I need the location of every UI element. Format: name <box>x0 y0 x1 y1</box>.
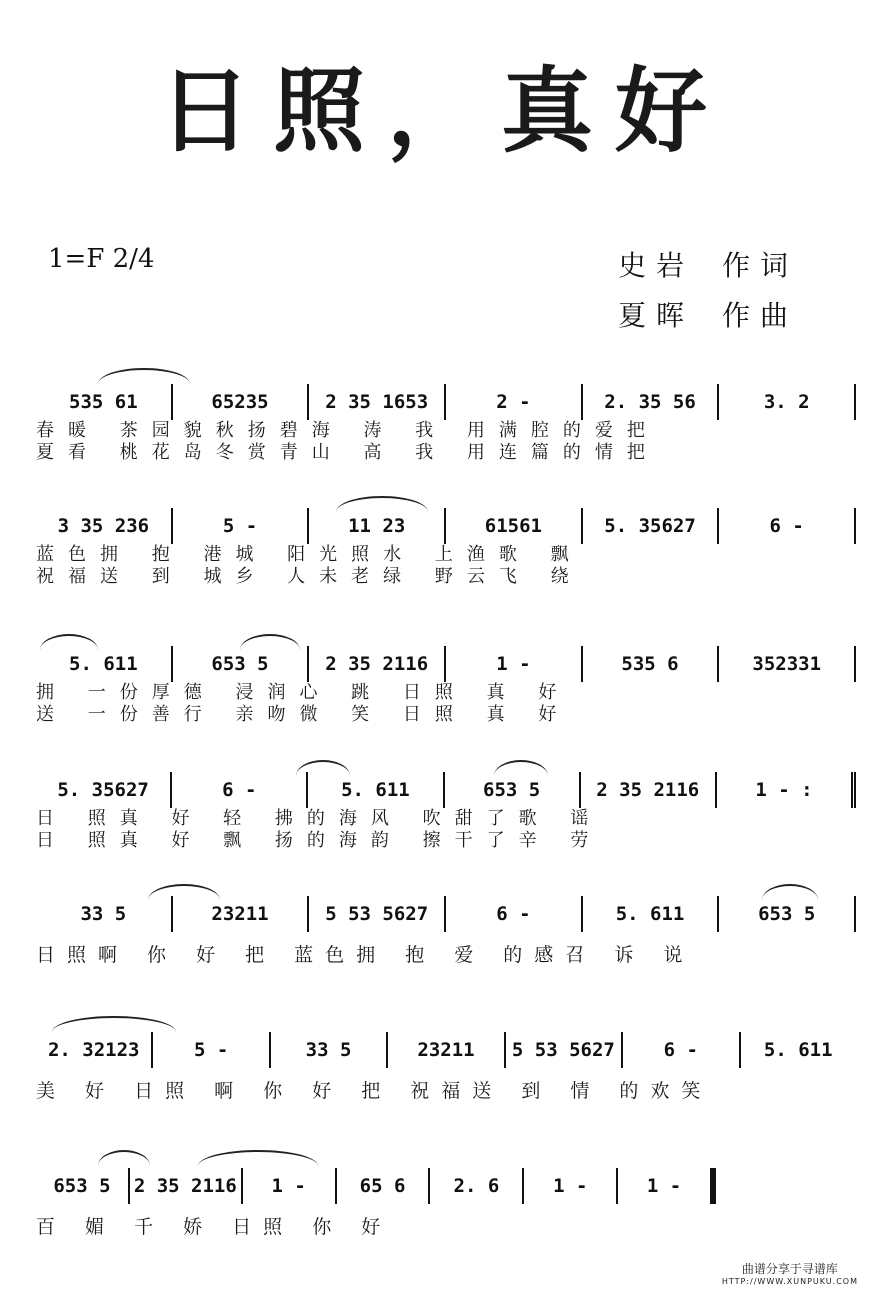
score-system-4 <box>36 772 856 852</box>
measure: 2 35 1653 <box>309 384 446 420</box>
score-system-1 <box>36 384 856 464</box>
lyricist-credit <box>618 244 798 284</box>
measure: 2. 35 56 <box>583 384 720 420</box>
lyric-line: 日 照真 好 飘 扬的海韵 擦干了辛 劳 <box>36 830 603 851</box>
measure: 3 35 236 <box>36 508 173 544</box>
score-system-6 <box>36 1032 856 1102</box>
key-signature: 1=F 2/4 <box>48 244 155 274</box>
slur-mark <box>40 634 98 650</box>
slur-mark <box>336 496 428 512</box>
watermark-site: 曲谱分享于寻谱库 <box>741 1262 838 1276</box>
measure: 23211 <box>388 1032 505 1068</box>
measure: 653 5 <box>36 1168 130 1204</box>
lyric-line: 春暖 茶园貌秋扬碧海 涛 我 用满腔的爱把 <box>36 420 659 441</box>
measure: 1 - <box>524 1168 618 1204</box>
measure: 653 5 <box>719 896 856 932</box>
lyricist-name: 史岩 <box>618 249 695 282</box>
score-system-3 <box>36 646 856 726</box>
measure: 61561 <box>446 508 583 544</box>
slur-mark <box>52 1016 176 1032</box>
measure: 2 35 2116 <box>130 1168 243 1204</box>
measure: 2 35 2116 <box>309 646 446 682</box>
measure: 33 5 <box>271 1032 388 1068</box>
measure: 5. 611 <box>308 772 444 808</box>
measure: 5 - <box>153 1032 270 1068</box>
measure: 5. 35627 <box>583 508 720 544</box>
notation-line <box>36 1168 716 1204</box>
slur-mark <box>98 1150 150 1166</box>
slur-mark <box>148 884 220 900</box>
composer-name: 夏晖 <box>618 299 695 332</box>
measure: 3. 2 <box>719 384 856 420</box>
watermark <box>722 1260 858 1286</box>
slur-mark <box>494 760 548 776</box>
measure: 5 53 5627 <box>309 896 446 932</box>
notation-line <box>36 508 856 544</box>
slur-mark <box>98 368 190 384</box>
final-measure: 1 - <box>618 1168 716 1204</box>
measure: 11 23 <box>309 508 446 544</box>
measure: 5. 35627 <box>36 772 172 808</box>
measure: 1 - <box>446 646 583 682</box>
measure: 2. 32123 <box>36 1032 153 1068</box>
measure: 33 5 <box>36 896 173 932</box>
measure: 5. 611 <box>763 1039 833 1061</box>
measure: 6 - <box>623 1032 740 1068</box>
measure: 65235 <box>173 384 310 420</box>
notation-line <box>36 772 856 808</box>
measure: 6 - <box>446 896 583 932</box>
measure: 653 5 <box>173 646 310 682</box>
measure: 2 35 2116 <box>581 772 717 808</box>
measure: 2. 6 <box>430 1168 524 1204</box>
slur-mark <box>198 1150 318 1166</box>
notation-line <box>36 384 856 420</box>
measure: 352331 <box>719 646 856 682</box>
measure: 23211 <box>173 896 310 932</box>
lyric-line: 百 媚 千 娇 日照 你 好 <box>36 1216 393 1238</box>
notation-line <box>36 1032 856 1068</box>
lyric-line: 拥 一份厚德 浸润心 跳 日照 真 好 <box>36 682 571 703</box>
slur-mark <box>762 884 818 900</box>
lyric-line: 送 一份善行 亲吻微 笑 日照 真 好 <box>36 704 571 725</box>
song-title: 日照，真好 <box>158 57 729 165</box>
measure: 653 5 <box>445 772 581 808</box>
score-system-7 <box>36 1168 716 1238</box>
measure: 5 53 5627 <box>506 1032 623 1068</box>
measure: 5 - <box>173 508 310 544</box>
slur-mark <box>296 760 350 776</box>
lyric-line: 蓝色拥 抱 港城 阳光照水 上渔歌 飘 <box>36 544 583 565</box>
measure: 6 - <box>719 508 856 544</box>
composer-credit <box>618 294 798 334</box>
measure: 2 - <box>446 384 583 420</box>
watermark-url: HTTP://WWW.XUNPUKU.COM <box>721 1277 858 1286</box>
notation-line <box>36 896 856 932</box>
measure: 5. 611 <box>583 896 720 932</box>
slur-mark <box>240 634 300 650</box>
composer-role: 作曲 <box>722 299 799 332</box>
score-system-2 <box>36 508 856 588</box>
measure: 5. 611 <box>36 646 173 682</box>
measure: 1 - <box>243 1168 337 1204</box>
lyric-line: 日照啊 你 好 把 蓝色拥 抱 爱 的感召 诉 说 <box>36 944 695 966</box>
lyric-line: 美 好 日照 啊 你 好 把 祝福送 到 情 的欢笑 <box>36 1080 713 1102</box>
repeat-measure: 1 - : <box>717 772 856 808</box>
measure: 6 - <box>172 772 308 808</box>
score-system-5 <box>36 896 856 966</box>
measure: 535 61 <box>36 384 173 420</box>
measure: 535 6 <box>583 646 720 682</box>
lyric-line: 祝福送 到 城乡 人未老绿 野云飞 绕 <box>36 566 583 587</box>
measure: 65 6 <box>337 1168 431 1204</box>
lyric-line: 日 照真 好 轻 拂的海风 吹甜了歌 谣 <box>36 808 603 829</box>
lyricist-role: 作词 <box>722 249 799 282</box>
lyric-line: 夏看 桃花岛冬赏青山 高 我 用连篇的情把 <box>36 442 659 463</box>
notation-line <box>36 646 856 682</box>
